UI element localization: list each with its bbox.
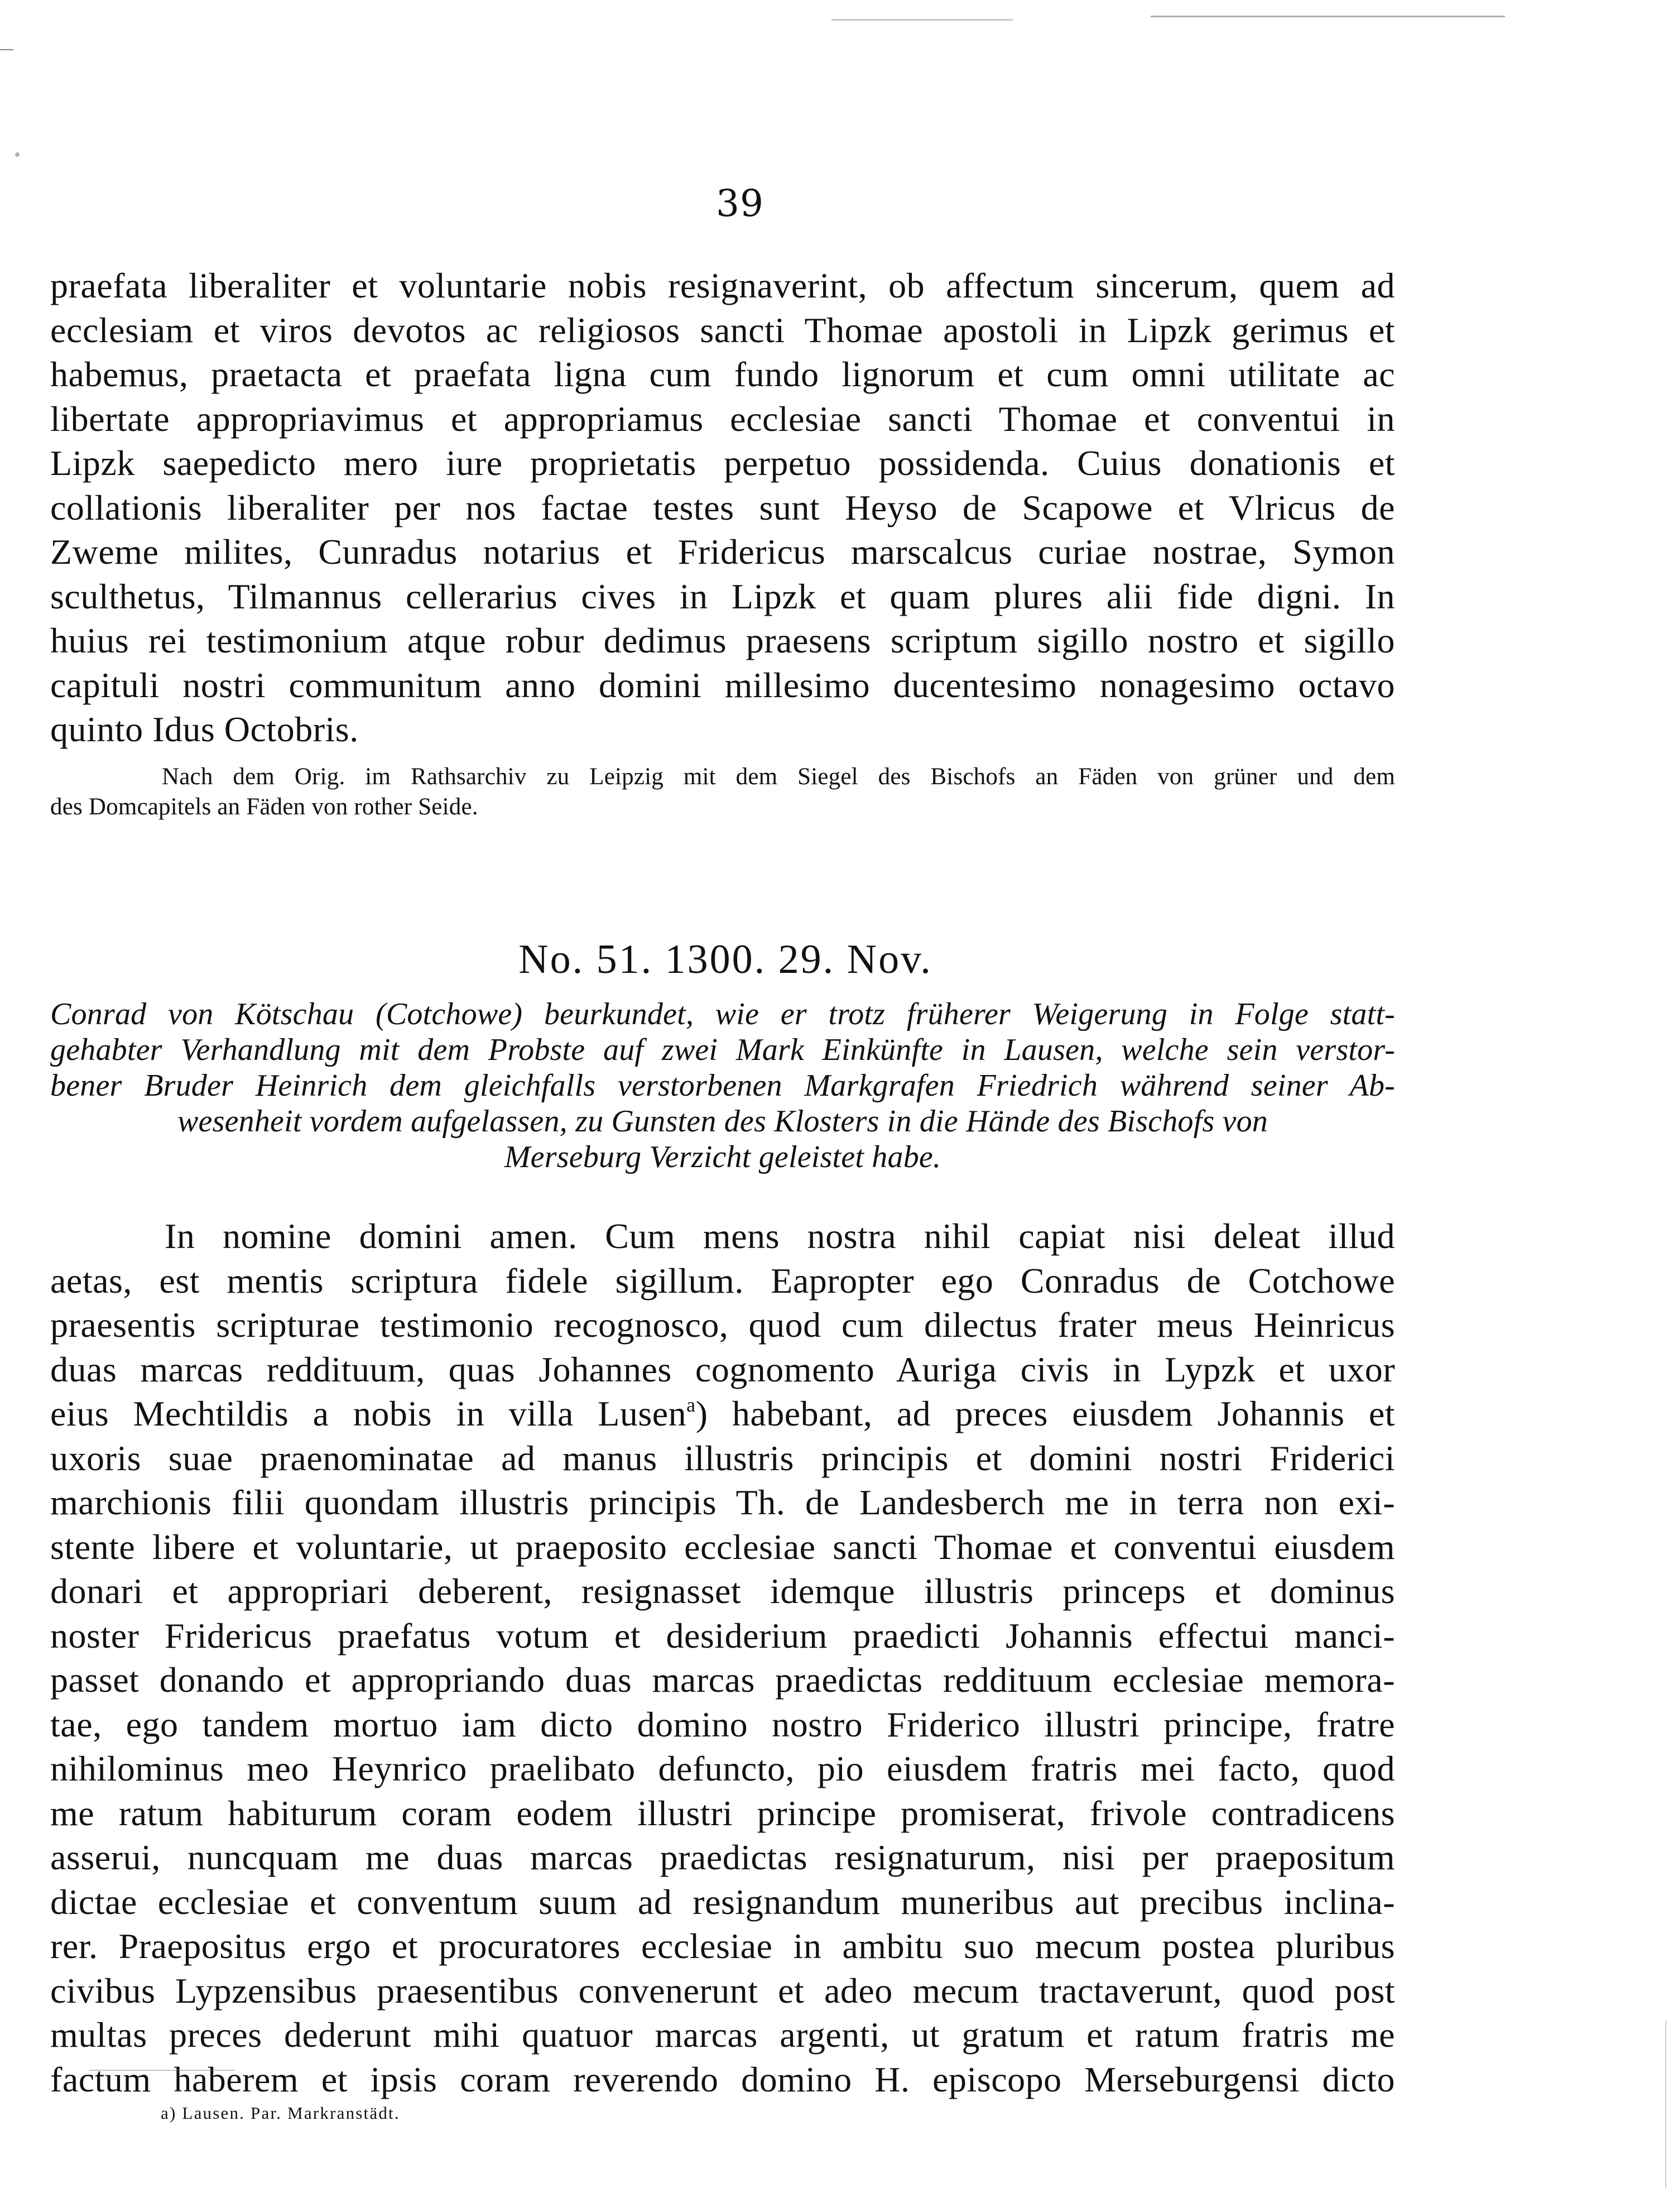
text-line: praefata liberaliter et voluntarie nobis resignaverint, ob affectum sincerum, quem ad bbox=[50, 266, 1395, 305]
summary-line: wesenheit vordem aufgelassen, zu Gunsten des Klosters in die Hände des Bischofs von bbox=[177, 1104, 1268, 1139]
scan-mark bbox=[1665, 2021, 1666, 2188]
text-line: uxoris suae praenominatae ad manus illustris principis et domini nostri Friderici bbox=[50, 1438, 1395, 1478]
source-note-line: Nach dem Orig. im Rathsarchiv zu Leipzig mit dem Siegel des Bischofs an Fäden von grüner und dem bbox=[162, 764, 1395, 790]
source-note bbox=[50, 762, 1395, 822]
summary-line: Conrad von Kötschau (Cotchowe) beurkundet, wie er trotz früherer Weigerung in Folge statt- bbox=[50, 997, 1395, 1031]
summary-line: Merseburg Verzicht geleistet habe. bbox=[504, 1140, 941, 1174]
text-line: sculthetus, Tilmannus cellerarius cives in Lipzk et quam plures alii fide digni. In bbox=[50, 576, 1395, 616]
text-line: aetas, est mentis scriptura fidele sigillum. Eapropter ego Conradus de Cotchowe bbox=[50, 1260, 1395, 1301]
text-line: habemus, praetacta et praefata ligna cum fundo lignorum et cum omni utilitate ac bbox=[50, 354, 1395, 394]
text-line: civibus Lypzensibus praesentibus convenerunt et adeo mecum tractaverunt, quod post bbox=[50, 1970, 1395, 2011]
scan-mark bbox=[831, 19, 1013, 21]
summary-line: gehabter Verhandlung mit dem Probste auf zwei Mark Einkünfte in Lausen, welche sein verstor- bbox=[50, 1033, 1395, 1067]
text-line: praesentis scripturae testimonio recognosco, quod cum dilectus frater meus Heinricus bbox=[50, 1305, 1395, 1345]
charter-text-continuation bbox=[50, 263, 1395, 752]
charter-main-text bbox=[50, 1214, 1395, 2101]
text-line: marchionis filii quondam illustris principis Th. de Landesberch me in terra non exi- bbox=[50, 1482, 1395, 1522]
text-line: multas preces dederunt mihi quatuor marcas argenti, ut gratum et ratum fratris me bbox=[50, 2015, 1395, 2055]
text-line: collationis liberaliter per nos factae testes sunt Heyso de Scapowe et Vlricus de bbox=[50, 487, 1395, 527]
text-fragment: ) habebant, ad preces eiusdem Johannis et bbox=[695, 1394, 1395, 1433]
summary-line: bener Bruder Heinrich dem gleichfalls verstorbenen Markgrafen Friedrich während seiner Ab- bbox=[50, 1068, 1395, 1103]
scan-mark bbox=[1151, 16, 1505, 17]
text-line: huius rei testimonium atque robur dedimus praesens scriptum sigillo nostro et sigillo bbox=[50, 621, 1395, 660]
footnote-marker: a bbox=[686, 1394, 696, 1416]
text-line: tae, ego tandem mortuo iam dicto domino nostro Friderico illustri principe, fratre bbox=[50, 1704, 1395, 1744]
source-note-line: des Domcapitels an Fäden von rother Seide. bbox=[50, 794, 478, 820]
text-line: libertate appropriavimus et appropriamus ecclesiae sancti Thomae et conventui in bbox=[50, 399, 1395, 439]
text-line: ecclesiam et viros devotos ac religiosos sancti Thomae apostoli in Lipzk gerimus et bbox=[50, 310, 1395, 350]
scan-mark bbox=[15, 152, 20, 157]
text-line: Zweme milites, Cunradus notarius et Fridericus marscalcus curiae nostrae, Symon bbox=[50, 532, 1395, 572]
text-line: donari et appropriari deberent, resignasset idemque illustris princeps et dominus bbox=[50, 1571, 1395, 1611]
text-line-with-footnote bbox=[50, 1392, 1395, 1436]
text-line: duas marcas reddituum, quas Johannes cognomento Auriga civis in Lypzk et uxor bbox=[50, 1349, 1395, 1389]
text-line: passet donando et appropriando duas marcas praedictas reddituum ecclesiae memora- bbox=[50, 1660, 1395, 1700]
page-number: 39 bbox=[716, 182, 764, 225]
text-line: Lipzk saepedicto mero iure proprietatis perpetuo possidenda. Cuius donationis et bbox=[50, 443, 1395, 483]
text-fragment: eius Mechtildis a nobis in villa Lusen bbox=[50, 1394, 687, 1433]
text-line: In nomine domini amen. Cum mens nostra nihil capiat nisi deleat illud bbox=[165, 1216, 1395, 1256]
document-heading: No. 51. 1300. 29. Nov. bbox=[518, 937, 932, 982]
german-summary bbox=[50, 996, 1395, 1175]
footnote: a) Lausen. Par. Markranstädt. bbox=[161, 2103, 400, 2123]
text-line: me ratum habiturum coram eodem illustri principe promiserat, frivole contradicens bbox=[50, 1793, 1395, 1833]
text-line: factum haberem et ipsis coram reverendo domino H. episcopo Merseburgensi dicto bbox=[50, 2059, 1395, 2099]
text-line: stente libere et voluntarie, ut praeposito ecclesiae sancti Thomae et conventui eiusdem bbox=[50, 1527, 1395, 1567]
text-line: dictae ecclesiae et conventum suum ad resignandum muneribus aut precibus inclina- bbox=[50, 1882, 1395, 1922]
text-line: quinto Idus Octobris. bbox=[50, 709, 359, 749]
text-line: capituli nostri communitum anno domini millesimo ducentesimo nonagesimo octavo bbox=[50, 665, 1395, 705]
footnote-rule bbox=[89, 2070, 234, 2071]
text-line: rer. Praepositus ergo et procuratores ecclesiae in ambitu suo mecum postea pluribus bbox=[50, 1926, 1395, 1966]
text-line: noster Fridericus praefatus votum et desiderium praedicti Johannis effectui manci- bbox=[50, 1615, 1395, 1656]
scan-mark bbox=[0, 49, 13, 50]
text-line: nihilominus meo Heynrico praelibato defuncto, pio eiusdem fratris mei facto, quod bbox=[50, 1749, 1395, 1788]
text-line: asserui, nuncquam me duas marcas praedictas resignaturum, nisi per praepositum bbox=[50, 1837, 1395, 1877]
